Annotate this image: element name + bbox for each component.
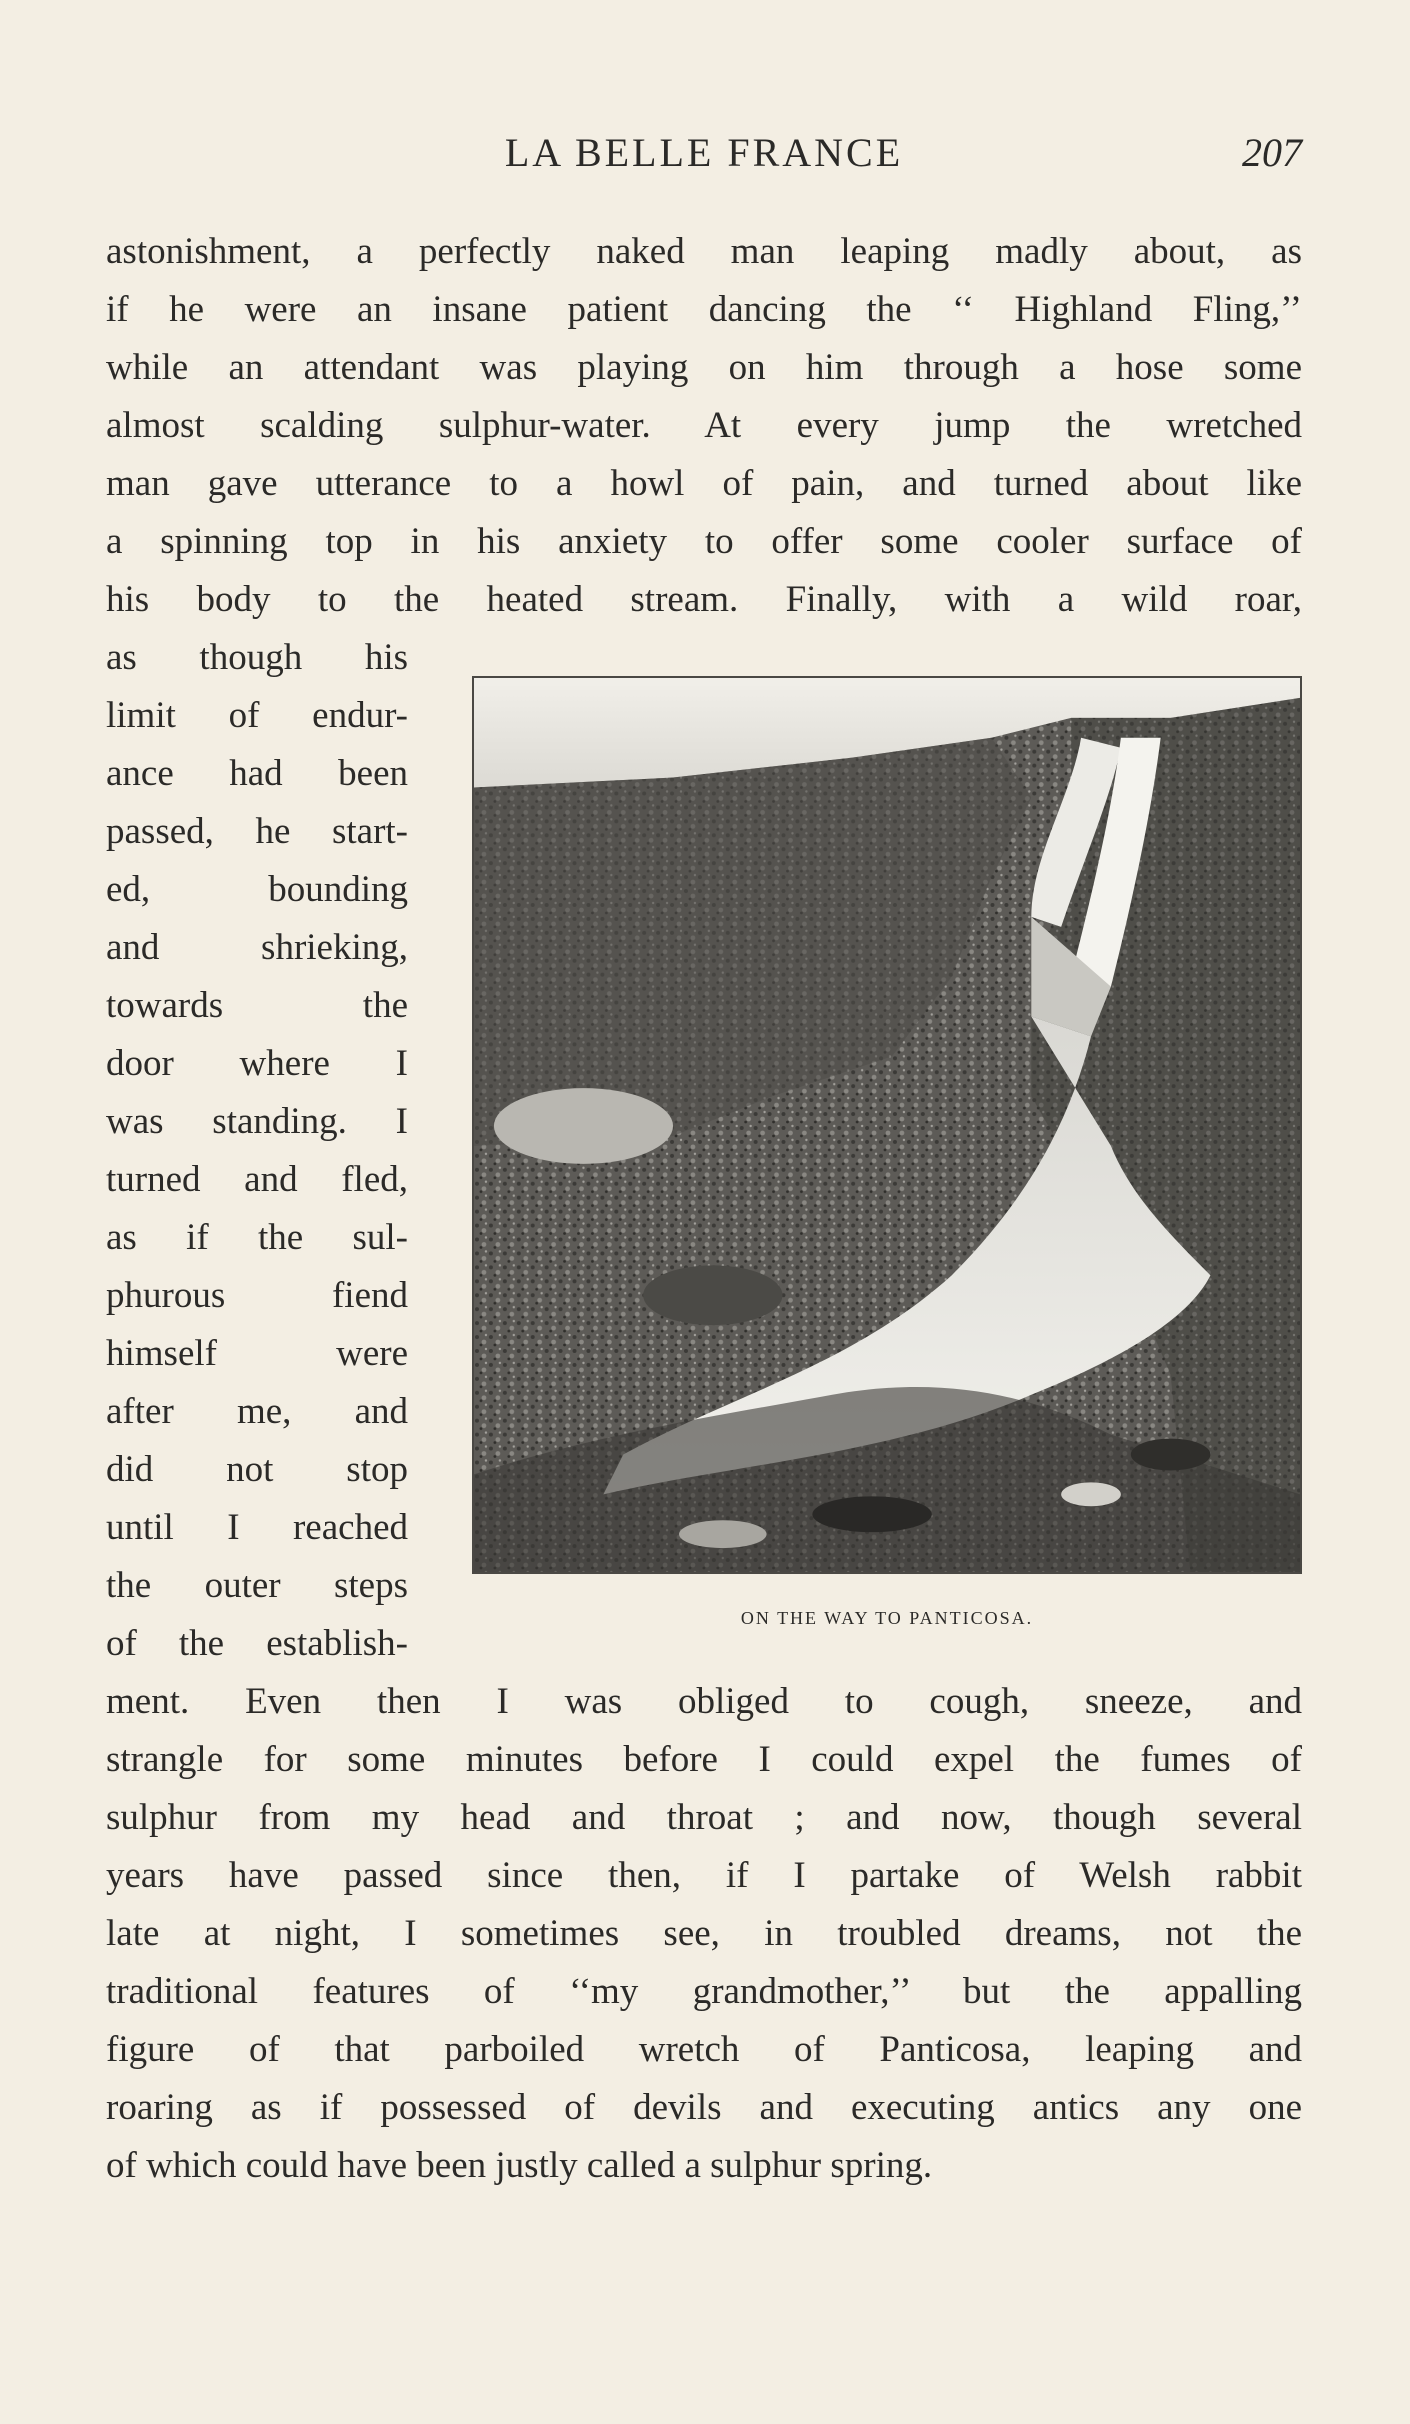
running-title: LA BELLE FRANCE: [504, 130, 904, 175]
body-line: traditional features of ‘‘my grandmother,’’ but the appalling: [106, 1971, 1302, 2012]
side-line: as if the sul-: [106, 1217, 408, 1258]
side-line: passed, he start-: [106, 811, 408, 852]
side-line: was standing. I: [106, 1101, 408, 1142]
side-line: turned and fled,: [106, 1159, 408, 1200]
body-line: sulphur from my head and throat ; and now, though several: [106, 1797, 1302, 1838]
side-line: of the establish-: [106, 1623, 408, 1664]
body-line: late at night, I sometimes see, in troubled dreams, not the: [106, 1913, 1302, 1954]
side-line: ance had been: [106, 753, 408, 794]
waterfall-illustration: [474, 678, 1300, 1572]
figure-caption: ON THE WAY TO PANTICOSA.: [740, 1608, 1034, 1628]
page-number: 207: [1242, 130, 1302, 175]
body-line: years have passed since then, if I partake of Welsh rabbit: [106, 1855, 1302, 1896]
side-line: towards the: [106, 985, 408, 1026]
body-line: almost scalding sulphur-water. At every jump the wretched: [106, 405, 1302, 446]
side-line: as though his: [106, 637, 408, 678]
body-line: his body to the heated stream. Finally, with a wild roar,: [106, 579, 1302, 620]
side-line: did not stop: [106, 1449, 408, 1490]
side-line: limit of endur-: [106, 695, 408, 736]
side-line: until I reached: [106, 1507, 408, 1548]
body-line: strangle for some minutes before I could expel the fumes of: [106, 1739, 1302, 1780]
side-line: and shrieking,: [106, 927, 408, 968]
side-line: ed, bounding: [106, 869, 408, 910]
body-line: if he were an insane patient dancing the ‘‘ Highland Fling,’’: [106, 289, 1302, 330]
body-line: of which could have been justly called a sulphur spring.: [106, 2145, 933, 2186]
side-line: the outer steps: [106, 1565, 408, 1606]
body-line: ment. Even then I was obliged to cough, sneeze, and: [106, 1681, 1302, 1722]
body-line: man gave utterance to a howl of pain, and turned about like: [106, 463, 1302, 504]
body-line: astonishment, a perfectly naked man leaping madly about, as: [106, 231, 1302, 272]
body-line: roaring as if possessed of devils and executing antics any one: [106, 2087, 1302, 2128]
side-line: after me, and: [106, 1391, 408, 1432]
body-line: a spinning top in his anxiety to offer some cooler surface of: [106, 521, 1302, 562]
waterfall-plate: [472, 676, 1302, 1574]
side-line: himself were: [106, 1333, 408, 1374]
side-line: door where I: [106, 1043, 408, 1084]
running-head: [106, 128, 1302, 178]
body-line: figure of that parboiled wretch of Panticosa, leaping and: [106, 2029, 1302, 2070]
body-line: while an attendant was playing on him through a hose some: [106, 347, 1302, 388]
side-line: phurous fiend: [106, 1275, 408, 1316]
